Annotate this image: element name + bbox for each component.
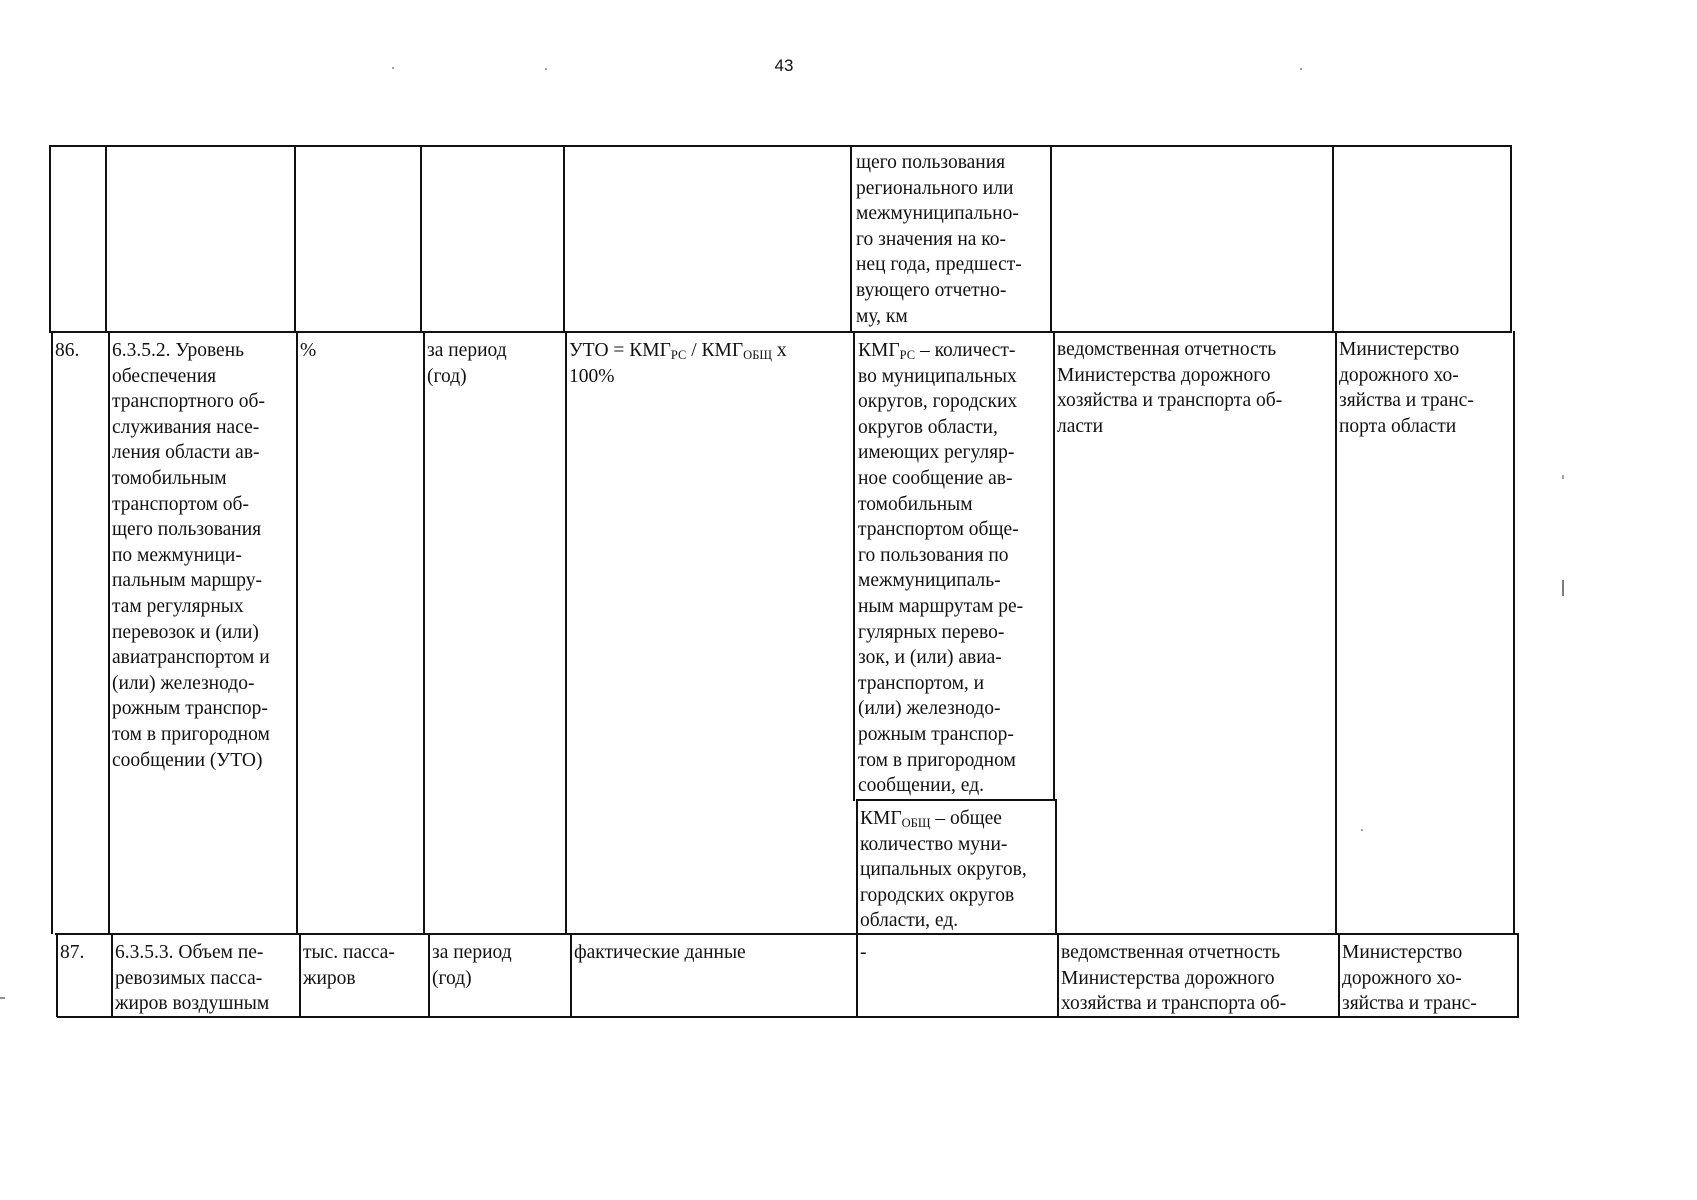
unit-of-measure: тыс. пасса- жиров: [303, 942, 395, 989]
formula-sub-obsh: ОБЩ: [743, 348, 772, 362]
col-border-0: [49, 145, 51, 333]
scan-speck: [392, 67, 394, 69]
continuation-definition-cell: щего пользования регионального или межмуниципально- го значения на ко- нец года, предшест- вующего отчетно- му, км: [856, 152, 1022, 327]
definition-text: – количест- во муниципальных округов, городских округов области, имеющих регуляр- ное сообщение ав- томобильным транспортом обще- го пользования по межмуниципаль- ным маршрутам ре- гулярных перево- зок, и (или) авиа- транспортом, и (или) железнодо- рожным транспор- том в пригородном сообщении, ед.: [858, 340, 1024, 797]
scan-speck: [1300, 68, 1302, 70]
col-border-1: [105, 145, 107, 333]
definition: -: [860, 942, 867, 963]
definition-symbol-sub: РС: [899, 348, 916, 362]
scan-speck: [1562, 580, 1564, 596]
row-number: 87.: [60, 942, 85, 963]
row-87-top-border: [55, 933, 1518, 935]
indicator-name: 6.3.5.2. Уровень обеспечения транспортного об- служивания насе- ления области ав- томобильным транспортом об- щего пользования по межмуници- пальным маршру- там регулярных перевозок и (или) авиатранспортом и (или) железнодо- рожным транспор- том в пригородном сообщении (УТО): [112, 340, 270, 771]
definition-symbol: КМГ: [860, 808, 902, 829]
responsible-authority: Министерство дорожного хо- зяйства и транс- порта области: [1339, 339, 1474, 437]
data-source: ведомственная отчетность Министерства дорожного хозяйства и транспорта об-: [1061, 942, 1287, 1015]
data-source: ведомственная отчетность Министерства дорожного хозяйства и транспорта об- ласти: [1057, 339, 1283, 437]
scan-speck: [1361, 829, 1363, 831]
calculation-formula: фактические данные: [574, 942, 746, 963]
definition-kmg-obsh: [856, 802, 1056, 934]
col-border-8b: [1513, 331, 1515, 934]
col-border-2: [294, 145, 296, 333]
row-number: 86.: [55, 340, 80, 361]
definition-text: – общее количество муни- ципальных округов, городских округов области, ед.: [860, 808, 1027, 932]
col-border-7: [1332, 145, 1334, 333]
definition-symbol: КМГ: [858, 340, 900, 361]
col-border-0b: [51, 331, 53, 934]
col-border-3: [420, 145, 422, 333]
col-border-4: [563, 145, 565, 333]
definition-kmg-rs: [854, 334, 1054, 799]
formula-sub-rs: РС: [670, 348, 687, 362]
definition-symbol-sub: ОБЩ: [901, 816, 931, 830]
indicator-name: 6.3.5.3. Объем пе- ревозимых пасса- жиров воздушным: [115, 942, 270, 1015]
page-number: 43: [774, 56, 794, 75]
formula-suffix: х 100%: [569, 340, 787, 387]
col-border-4b: [565, 331, 567, 934]
formula-prefix: УТО = КМГ: [569, 340, 671, 361]
col-border-3b: [423, 331, 425, 934]
calculation-formula: [565, 334, 853, 389]
reporting-period: за период (год): [432, 942, 512, 989]
table-top-border: [49, 145, 1512, 147]
scan-speck: [0, 997, 5, 999]
unit-of-measure: %: [300, 340, 317, 361]
formula-middle: / КМГ: [686, 340, 744, 361]
scan-speck: [1562, 475, 1564, 479]
responsible-authority: Министерство дорожного хо- зяйства и транс-: [1342, 942, 1477, 1015]
definition-divider: [856, 799, 1056, 801]
reporting-period: за период (год): [427, 340, 507, 387]
scan-speck: [545, 68, 547, 70]
col-border-8c: [1517, 933, 1519, 1017]
col-border-8: [1510, 145, 1512, 333]
